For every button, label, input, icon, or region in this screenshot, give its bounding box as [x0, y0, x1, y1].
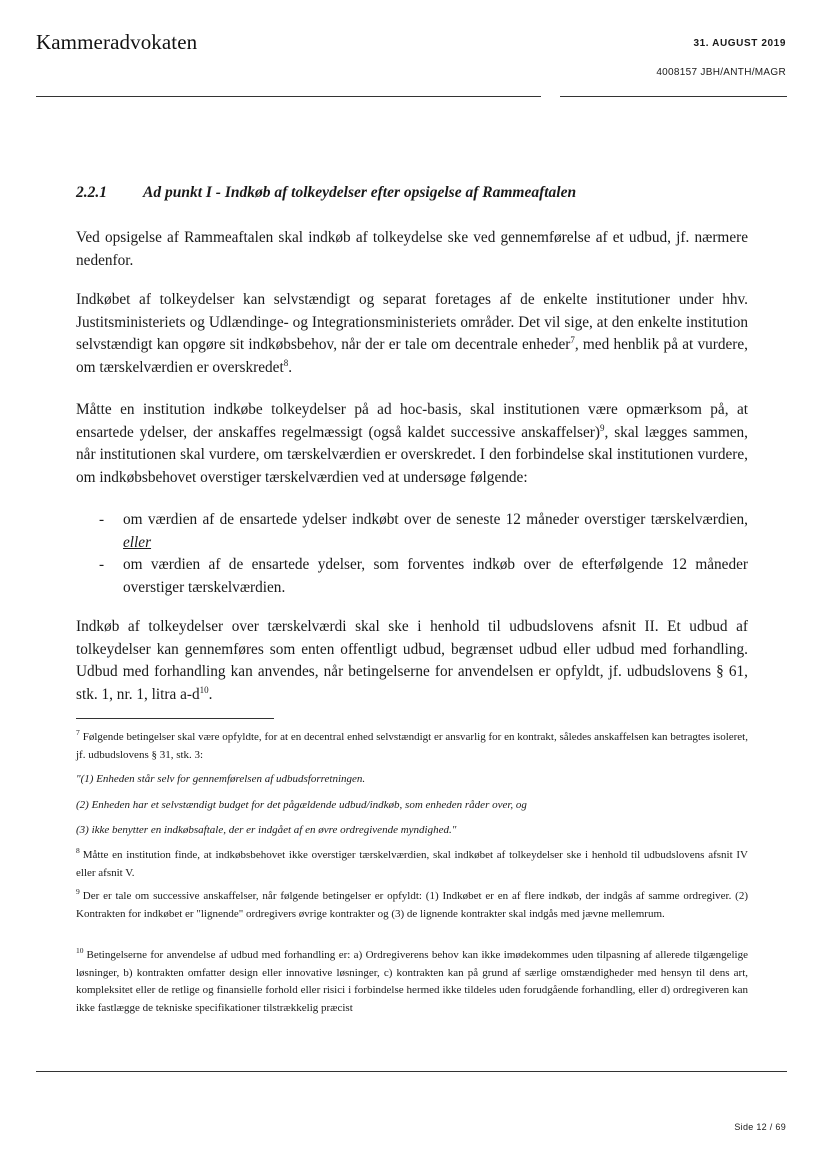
section-heading — [76, 184, 576, 202]
footnote-ref-8[interactable]: 8 — [283, 357, 289, 368]
footnote-divider — [76, 718, 274, 719]
section-title: Ad punkt I - Indkøb af tolkeydelser efter opsigelse af Rammeaftalen — [143, 184, 577, 201]
paragraph-4 — [76, 616, 748, 706]
footnote-10 — [76, 947, 748, 1017]
footnote-ref-10[interactable]: 10 — [199, 684, 209, 695]
list-dash: - — [99, 556, 105, 573]
footnote-10-mark: 10 — [76, 946, 84, 956]
footnote-7-item-1: "(1) Enheden står selv for gennemførelsen af udbudsforretningen. — [76, 773, 366, 785]
list-item — [76, 509, 748, 554]
footnote-7 — [76, 729, 748, 764]
document-reference: 4008157 JBH/ANTH/MAGR — [656, 67, 786, 78]
header-divider-left — [36, 96, 541, 97]
footnote-8 — [76, 847, 748, 882]
list-item-1-or: eller — [123, 533, 152, 551]
footnote-9-mark: 9 — [76, 887, 80, 897]
paragraph-2-text-a: Indkøbet af tolkeydelser kan selvstændigt og separat foretages af de enkelte institutioner under hhv. Justitsministeriets og Udlændinge- og Integrationsministeriets områder. Det vil sige, at den enkelte institution selvstændigt kan opgøre sit indkøbsbehov, når der er tale om decentrale enheder — [76, 291, 748, 353]
paragraph-2-text-b: , med henblik på at vurdere, om tærskelværdien er overskredet — [76, 336, 748, 376]
paragraph-3-text-b: , skal lægges sammen, når institutionen skal vurdere, om tærskelværdien er overskredet. I den forbindelse skal institutionen vurdere, om indkøbsbehovet overstiger tærskelværdien ved at undersøge følgende: — [76, 423, 748, 486]
paragraph-4-text-a: Indkøb af tolkeydelser over tærskelværdi skal ske i henhold til udbudslovens afsnit II. Et udbud af tolkeydelser kan gennemføres som enten offentligt udbud, begrænset udbud eller udbud med forhandling. Udbud med forhandling kan anvendes, når betingelserne for anvendelsen er opfyldt, jf. udbudslovens § 61, stk. 1, nr. 1, litra a-d — [76, 618, 748, 703]
paragraph-1: Ved opsigelse af Rammeaftalen skal indkøb af tolkeydelse ske ved gennemførelse af et udbud, jf. nærmere nedenfor. — [76, 229, 748, 269]
paragraph-2 — [76, 289, 748, 379]
criteria-list — [76, 509, 748, 599]
footnote-ref-7[interactable]: 7 — [570, 334, 575, 345]
section-number: 2.2.1 — [76, 184, 107, 201]
footer-divider — [36, 1071, 787, 1072]
document-date: 31. AUGUST 2019 — [693, 38, 786, 49]
list-item-2-text: om værdien af de ensartede ydelser, som forventes indkøb over de efterfølgende 12 måneder overstiger tærskelværdien. — [123, 556, 748, 596]
footnote-9-text: Der er tale om successive anskaffelser, når følgende betingelser er opfyldt: (1) Indkøbet er en af flere indkøb, der indgås af samme ordregiver. (2) Kontrakten for indkøbet er "lignende" ordregivers øvrige kontrakter og (3) de lignende kontrakter skal indgås med jævne mellemrum. — [76, 890, 748, 920]
footnote-7-mark: 7 — [76, 728, 80, 738]
footnote-9 — [76, 888, 748, 923]
page-number: Side 12 / 69 — [734, 1122, 786, 1132]
footnote-10-text: Betingelserne for anvendelse af udbud med forhandling er: a) Ordregiverens behov kan ikke imødekommes uden tilpasning af allerede tilgængelige løsninger, b) kontrakten omfatter design eller innovative løsninger, c) kontrakten kan på grund af særlige omstændigheder med hensyn til dens art, kompleksitet eller de retlige og finansielle forhold eller risici i forbindelse hermed ikke tildeles uden forudgående forhandling, eller d) ordregiveren kan ikke fastlægge de tekniske specifikationer tilstrækkelig præcist — [76, 949, 748, 1014]
footnote-8-text: Måtte en institution finde, at indkøbsbehovet ikke overstiger tærskelværdien, skal indkøbet af tolkeydelser ske i henhold til udbudslovens afsnit IV eller afsnit V. — [76, 849, 748, 879]
paragraph-4-text-b: . — [208, 685, 213, 703]
paragraph-3-text-a: Måtte en institution indkøbe tolkeydelser på ad hoc-basis, skal institutionen være opmærksom på, at ensartede ydelser, der anskaffes regelmæssigt (også kaldet successive anskaffelser) — [76, 401, 748, 441]
footnote-7-item-2: (2) Enheden har et selvstændigt budget for det pågældende udbud/indkøb, som enheden råder over, og — [76, 799, 527, 811]
paragraph-2-text-c: . — [288, 358, 293, 376]
header-divider-right — [560, 96, 787, 97]
footnote-ref-9[interactable]: 9 — [599, 422, 605, 433]
footnote-8-mark: 8 — [76, 846, 80, 856]
list-item-1-text: om værdien af de ensartede ydelser indkøbt over de seneste 12 måneder overstiger tærskelværdien, — [123, 511, 748, 528]
list-item — [76, 554, 748, 599]
footnote-7-text: Følgende betingelser skal være opfyldte, for at en decentral enhed selvstændigt er ansvarlig for en kontrakt, således anskaffelsen kan betragtes isoleret, jf. udbudslovens § 31, stk. 3: — [76, 731, 748, 761]
brand-logo: Kammeradvokaten — [36, 30, 198, 54]
footnote-7-item-3: (3) ikke benytter en indkøbsaftale, der er indgået af en øvre ordregivende myndighed." — [76, 824, 457, 836]
list-dash: - — [99, 511, 105, 528]
paragraph-3 — [76, 399, 748, 489]
